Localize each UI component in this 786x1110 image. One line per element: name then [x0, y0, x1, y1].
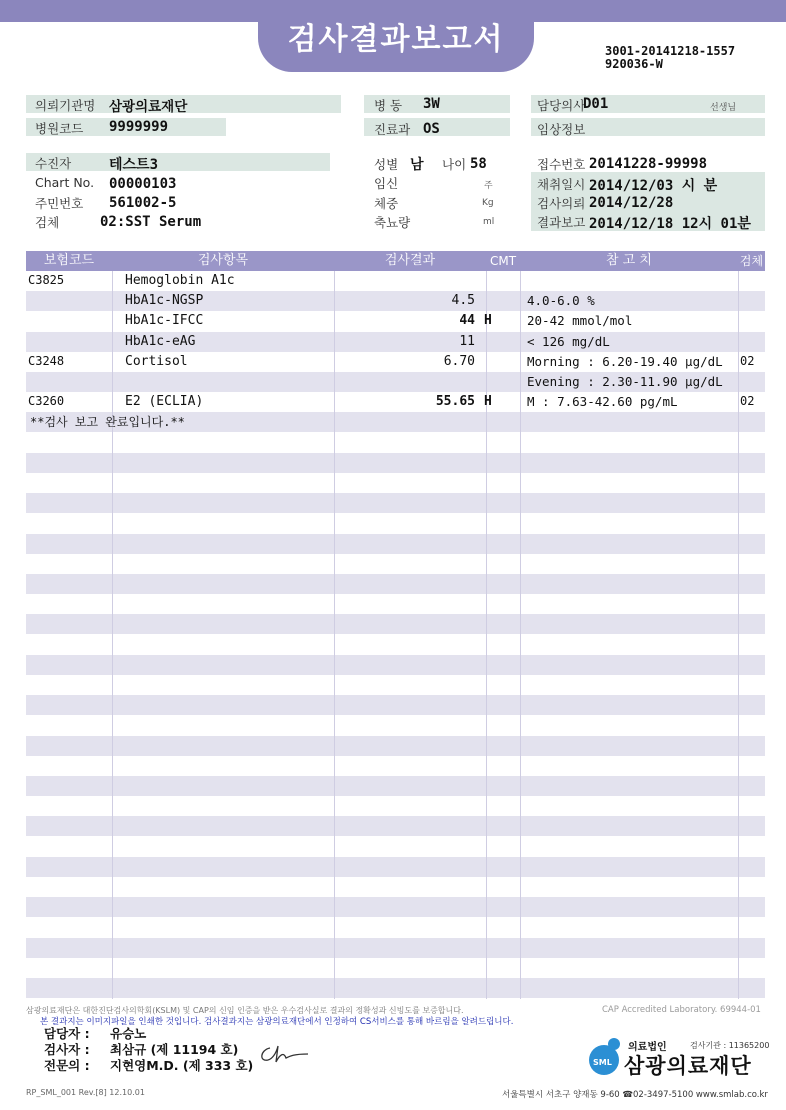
doctor-suffix: 선생님 [710, 103, 737, 113]
cell-result: 55.65 [435, 394, 475, 410]
sex-value: 남 [410, 157, 424, 173]
header-ref: 참 고 치 [606, 253, 652, 268]
cell-ref: Evening : 2.30-11.90 μg/dL [527, 374, 723, 389]
table-stripe [26, 655, 765, 675]
doctor-value: D01 [583, 96, 609, 112]
logo-name: 삼광의료재단 [624, 1054, 752, 1078]
report-value: 2014/12/18 12시 01분 [589, 216, 751, 232]
cell-result: 6.70 [443, 353, 475, 369]
col-divider [112, 271, 113, 999]
age-label: 나이 [442, 157, 467, 172]
table-stripe [26, 857, 765, 877]
table-stripe [26, 453, 765, 473]
chart-label: Chart No. [35, 175, 95, 190]
header-spec: 검체 [739, 254, 764, 268]
rrn-label: 주민번호 [35, 196, 84, 211]
report-label: 결과보고 [537, 215, 586, 230]
tester-label: 검사자 : [44, 1042, 90, 1057]
specimen-value: 02:SST Serum [100, 214, 202, 230]
cell-code: C3825 [28, 273, 65, 287]
cell-flag: H [484, 394, 492, 410]
cell-spec: 02 [740, 353, 755, 368]
col-divider [334, 271, 335, 999]
page-title: 검사결과보고서 [287, 22, 505, 57]
hosp-code-label: 병원코드 [35, 121, 84, 136]
col-divider [738, 271, 739, 999]
table-stripe [26, 938, 765, 958]
specimen-label: 검체 [35, 215, 60, 230]
tester-value: 최삼규 (제 11194 호) [110, 1042, 239, 1057]
dept-label: 진료과 [374, 122, 411, 137]
hosp-code-value: 9999999 [109, 119, 169, 135]
table-stripe [26, 816, 765, 836]
notice: 본 결과지는 이미지파일을 인쇄한 것입니다. 검사결과지는 삼광의료재단에서 인정하여 CS서비스를 통해 바르림을 알려드립니다. [40, 1017, 514, 1027]
col-divider [520, 271, 521, 999]
cell-result: 11 [459, 333, 475, 349]
pregnancy-unit: 주 [484, 181, 493, 191]
ward-label: 병 동 [374, 98, 403, 113]
col-divider [486, 271, 487, 999]
request-value: 2014/12/28 [589, 195, 674, 211]
clinical-label: 임상정보 [537, 122, 586, 137]
table-stripe [26, 614, 765, 634]
urine-unit: ml [483, 217, 495, 227]
cell-code: C3260 [28, 394, 65, 409]
cell-ref: 4.0-6.0 % [527, 293, 595, 309]
header-result: 검사결과 [384, 253, 436, 268]
receipt-label: 접수번호 [537, 157, 586, 172]
header-item: 검사항목 [197, 253, 249, 268]
cell-item: Cortisol [125, 353, 188, 369]
cell-item: HbA1c-IFCC [125, 313, 204, 329]
cell-result: 44 [459, 313, 475, 329]
expert-value: 지현영M.D. (제 333 호) [110, 1058, 254, 1073]
ward-value: 3W [423, 96, 440, 112]
staff-label: 담당자 : [44, 1026, 90, 1041]
sml-logo-icon [578, 1036, 624, 1080]
doc-number: 3001-20141218-1557 [605, 44, 736, 58]
pregnancy-label: 임신 [374, 176, 399, 191]
signature-image [256, 1040, 316, 1066]
patient-label: 수진자 [35, 156, 72, 171]
doc-number-2: 920036-W [605, 57, 663, 71]
cert-note: 삼광의료재단은 대한진단검사의학회(KSLM) 및 CAP의 신임 인증을 받은 우수검사실로 결과의 정확성과 신빙도를 보증합니다. [26, 1006, 464, 1015]
patient-box [26, 153, 330, 171]
table-stripe [26, 736, 765, 756]
inst-value: 삼광의료재단 [109, 99, 188, 115]
logo-small-text: 의료법인 [628, 1042, 667, 1053]
patient-value: 테스트3 [109, 157, 159, 173]
table-stripe [26, 493, 765, 513]
cell-code: C3248 [28, 353, 65, 368]
urine-label: 축뇨량 [374, 215, 411, 230]
inst-label: 의뢰기관명 [35, 98, 96, 113]
logo-badge: SML [593, 1058, 612, 1067]
header-cmt: CMT [489, 254, 517, 268]
cell-spec: 02 [740, 394, 755, 409]
table-stripe [26, 978, 765, 998]
cell-ref: 20-42 mmol/mol [527, 313, 633, 329]
weight-label: 체중 [374, 196, 399, 211]
cell-item: HbA1c-eAG [125, 333, 196, 349]
receipt-value: 20141228-99998 [589, 156, 708, 172]
agency-code: 검사기관 : 11365200 [690, 1041, 770, 1050]
collect-label: 채취일시 [537, 177, 586, 192]
cap-note: CAP Accredited Laboratory. 69944-01 [602, 1005, 761, 1015]
completion-note: **검사 보고 완료입니다.** [30, 415, 185, 429]
staff-value: 유승노 [110, 1026, 147, 1041]
age-value: 58 [470, 156, 487, 172]
cell-ref: Morning : 6.20-19.40 μg/dL [527, 353, 723, 369]
address: 서울특별시 서초구 양재동 9-60 ☎02-3497-5100 www.smlab.co.kr [502, 1090, 768, 1100]
weight-unit: Kg [482, 198, 494, 208]
table-stripe [26, 897, 765, 917]
cell-ref: M : 7.63-42.60 pg/mL [527, 394, 678, 410]
request-label: 검사의뢰 [537, 196, 586, 211]
table-stripe [26, 776, 765, 796]
doctor-label: 담당의사 [537, 98, 586, 113]
cell-result: 4.5 [451, 293, 475, 309]
cell-item: Hemoglobin A1c [125, 273, 235, 288]
cell-item: HbA1c-NGSP [125, 293, 204, 309]
chart-value: 00000103 [109, 176, 177, 192]
table-stripe [26, 534, 765, 554]
collect-value: 2014/12/03 시 분 [589, 178, 718, 194]
rrn-value: 561002-5 [109, 195, 177, 211]
table-stripe [26, 574, 765, 594]
header-code: 보험코드 [43, 253, 95, 268]
sex-label: 성별 [374, 157, 399, 172]
cell-item: E2 (ECLIA) [125, 394, 204, 410]
cell-flag: H [484, 313, 492, 329]
expert-label: 전문의 : [44, 1058, 90, 1073]
dept-value: OS [423, 121, 440, 137]
form-code: RP_SML_001 Rev.[8] 12.10.01 [26, 1088, 145, 1097]
table-stripe [26, 695, 765, 715]
cell-ref: < 126 mg/dL [527, 333, 610, 349]
